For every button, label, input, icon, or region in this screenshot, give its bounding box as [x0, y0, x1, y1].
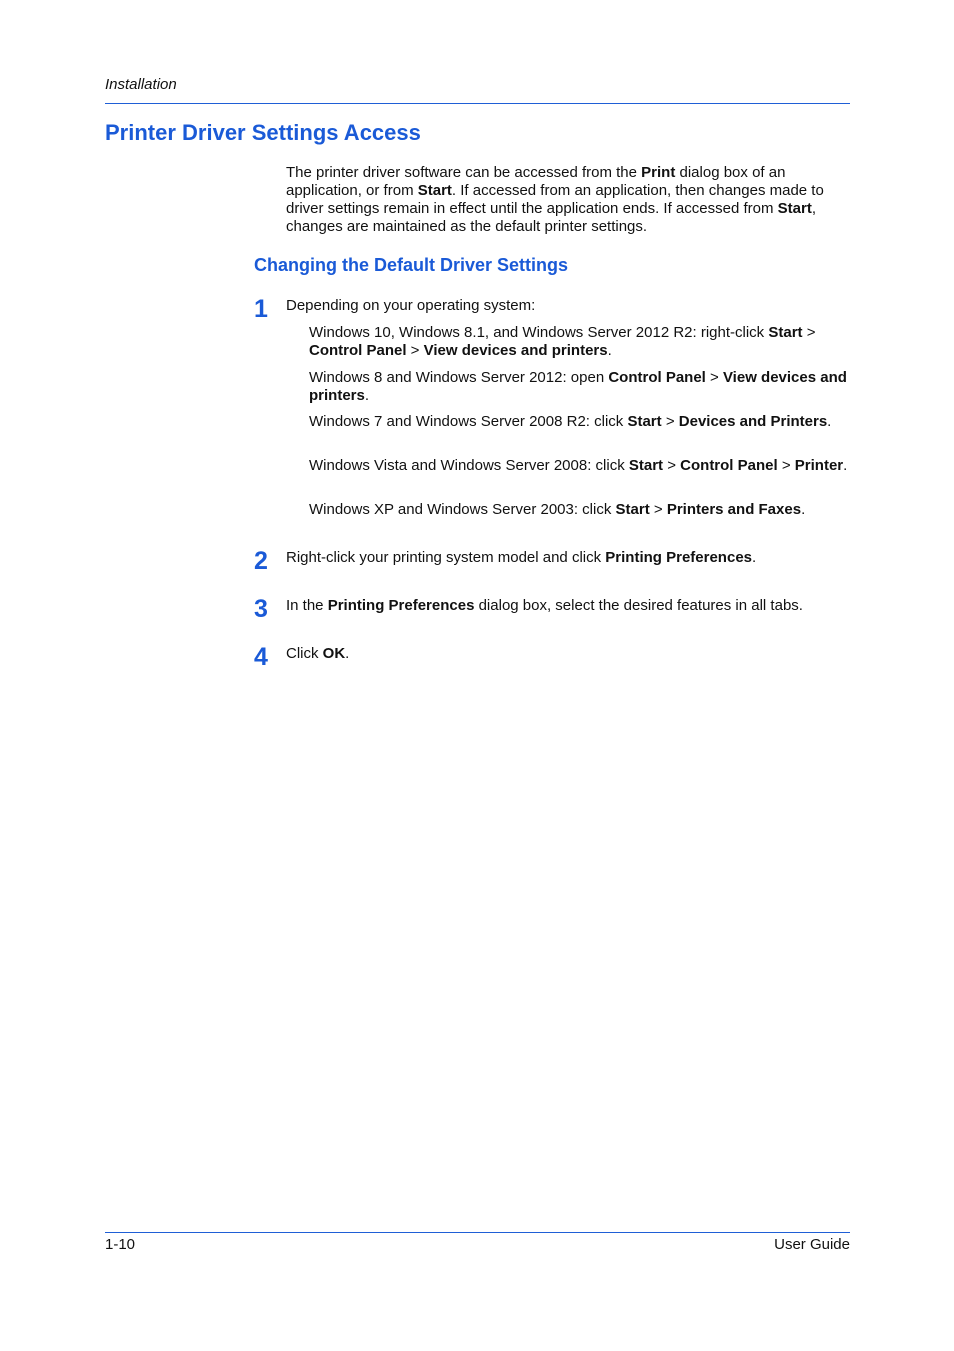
os-text: Windows XP and Windows Server 2003: click	[309, 501, 616, 518]
step-1-text: Depending on your operating system:	[286, 297, 536, 314]
os-text: Windows 7 and Windows Server 2008 R2: click	[309, 413, 628, 430]
os-text: >	[802, 324, 816, 341]
intro-text: . If accessed from an application, then changes made to driver settings remain in effect until the application ends. If accessed from	[286, 182, 824, 217]
intro-text: dialog box of an application, or from	[286, 164, 786, 199]
step-number-3: 3	[254, 595, 268, 623]
intro-text: , changes are maintained as the default printer settings.	[286, 200, 816, 235]
running-header: Installation	[105, 76, 177, 93]
os-item-windows-8	[309, 369, 849, 405]
step-text-part: .	[345, 645, 350, 662]
os-text: .	[364, 387, 370, 404]
os-bold: Start	[768, 324, 803, 341]
os-text: >	[661, 413, 679, 430]
page-number: 1-10	[105, 1236, 136, 1253]
os-text: >	[406, 342, 424, 359]
step-number-4: 4	[254, 643, 268, 671]
os-bold: Control Panel	[680, 457, 778, 474]
subsection-title: Changing the Default Driver Settings	[254, 255, 569, 275]
step-3-text	[286, 597, 846, 615]
step-4-text	[286, 645, 846, 663]
intro-bold-start: Start	[777, 200, 812, 217]
os-bold: Control Panel	[309, 342, 407, 359]
os-bold: Printer	[794, 457, 844, 474]
section-title: Printer Driver Settings Access	[105, 120, 421, 145]
os-bold: Start	[615, 501, 650, 518]
header-divider	[105, 103, 850, 104]
os-bold: Devices and Printers	[678, 413, 828, 430]
step-number-1: 1	[254, 295, 268, 323]
step-text-part: Click	[286, 645, 323, 662]
step-2-text	[286, 549, 846, 567]
step-text-part: .	[752, 549, 757, 566]
step-bold: Printing Preferences	[327, 597, 475, 614]
os-bold: Start	[627, 413, 662, 430]
step-bold: Printing Preferences	[605, 549, 752, 566]
step-number-2: 2	[254, 547, 268, 575]
intro-bold-start: Start	[417, 182, 452, 199]
os-text: Windows 8 and Windows Server 2012: open	[309, 369, 609, 386]
os-text: Windows Vista and Windows Server 2008: click	[309, 457, 629, 474]
os-bold: View devices and printers	[423, 342, 608, 359]
intro-paragraph	[286, 164, 846, 236]
step-text-part: In the	[286, 597, 328, 614]
intro-bold-print: Print	[641, 164, 676, 181]
os-item-windows-xp	[309, 501, 849, 519]
step-text-part: dialog box, select the desired features in all tabs.	[474, 597, 803, 614]
os-item-windows-vista	[309, 457, 849, 475]
os-item-windows-7	[309, 413, 849, 431]
os-text: >	[649, 501, 667, 518]
os-text: .	[607, 342, 612, 359]
os-bold: Printers and Faxes	[666, 501, 802, 518]
footer-divider	[105, 1232, 850, 1233]
os-bold: Control Panel	[608, 369, 706, 386]
os-text: Windows 10, Windows 8.1, and Windows Server 2012 R2: right-click	[309, 324, 769, 341]
step-text-part: Right-click your printing system model and click	[286, 549, 606, 566]
os-text: >	[777, 457, 795, 474]
os-item-windows-10	[309, 324, 849, 360]
step-bold: OK	[322, 645, 346, 662]
os-text: >	[663, 457, 681, 474]
guide-name: User Guide	[774, 1236, 850, 1253]
os-text: .	[827, 413, 832, 430]
os-text: .	[801, 501, 806, 518]
intro-text: The printer driver software can be accessed from the	[286, 164, 642, 181]
os-text: .	[843, 457, 848, 474]
os-bold: Start	[628, 457, 664, 474]
os-bold: View devices and printers	[309, 369, 847, 404]
os-text: >	[705, 369, 723, 386]
